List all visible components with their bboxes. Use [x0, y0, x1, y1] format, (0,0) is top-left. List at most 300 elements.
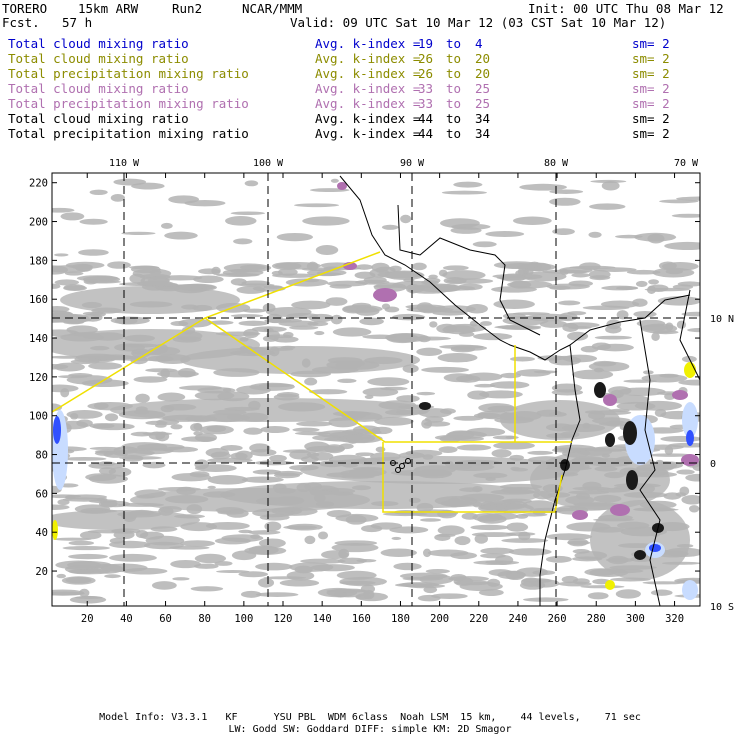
cloud-patch — [207, 486, 216, 489]
legend-sm: sm= 2 — [632, 51, 670, 66]
cloud-patch — [277, 233, 313, 241]
cloud-patch — [78, 249, 109, 256]
convective-cell — [594, 382, 606, 398]
cloud-mass — [500, 400, 620, 440]
cloud-patch — [480, 321, 492, 326]
legend-to: 34 — [475, 126, 491, 141]
cloud-patch — [402, 577, 442, 581]
legend-stat: Avg. k-index = — [315, 66, 421, 81]
cloud-patch — [326, 297, 348, 306]
cloud-patch — [456, 375, 480, 383]
cloud-patch — [269, 455, 287, 462]
cloud-patch — [193, 431, 203, 435]
cloud-patch — [231, 314, 263, 317]
cloud-patch — [170, 424, 182, 429]
cloud-patch — [492, 449, 512, 457]
legend-from: 33 — [418, 96, 434, 111]
legend-field: Total precipitation mixing ratio — [8, 96, 249, 111]
cloud-mass — [590, 500, 690, 580]
cloud-patch — [687, 328, 711, 332]
cloud-patch — [41, 385, 79, 393]
legend-stat: Avg. k-index = — [315, 96, 421, 111]
cloud-patch — [238, 571, 268, 577]
legend-field: Total precipitation mixing ratio — [8, 66, 249, 81]
x-tick-label: 140 — [312, 613, 332, 625]
y-tick-label: 40 — [35, 527, 48, 540]
cloud-patch — [437, 510, 456, 519]
cloud-patch — [438, 525, 465, 535]
cloud-patch — [296, 421, 332, 426]
cloud-patch — [440, 408, 456, 414]
cloud-patch — [363, 590, 374, 599]
x-tick-label: 240 — [508, 613, 528, 625]
cloud-patch — [245, 180, 259, 186]
cloud-patch — [448, 576, 489, 581]
cloud-patch — [121, 232, 155, 235]
forecast-hour: 57 h — [62, 15, 93, 30]
cloud-patch — [385, 333, 428, 342]
cloud-patch — [615, 235, 643, 239]
cloud-patch — [442, 191, 487, 195]
x-tick-label: 260 — [547, 613, 567, 625]
cloud-patch — [178, 319, 211, 328]
cloud-patch — [258, 578, 274, 588]
cloud-patch — [392, 314, 425, 321]
legend-stat: Avg. k-index = — [315, 111, 421, 126]
cloud-patch — [385, 307, 400, 313]
legend-to: 25 — [475, 96, 491, 111]
cloud-patch — [559, 267, 593, 274]
cloud-patch — [243, 309, 266, 313]
cloud-patch — [208, 475, 248, 485]
cloud-patch — [55, 561, 101, 570]
cloud-patch — [161, 223, 173, 229]
cloud-patch — [510, 357, 535, 362]
y-tick-label: 180 — [29, 255, 48, 268]
cloud-patch — [259, 538, 286, 547]
legend-stat: Avg. k-index = — [315, 36, 421, 51]
legend-sm: sm= 2 — [632, 96, 670, 111]
latitude-label: 10 N — [710, 314, 735, 325]
cloud-patch — [521, 271, 566, 281]
cloud-patch — [674, 594, 721, 598]
cloud-patch — [558, 301, 580, 306]
model-resolution: 15km ARW — [78, 1, 139, 16]
cloud-patch — [63, 285, 87, 291]
legend-to-label: to — [446, 81, 462, 96]
x-tick-label: 300 — [625, 613, 645, 625]
legend-to-label: to — [446, 51, 462, 66]
cloud-patch — [356, 559, 376, 562]
cloud-patch — [62, 546, 110, 550]
cloud-patch — [516, 369, 551, 376]
cloud-patch — [417, 392, 436, 395]
cloud-patch — [243, 428, 262, 435]
x-tick-label: 220 — [469, 613, 489, 625]
x-tick-label: 320 — [665, 613, 685, 625]
cloud-patch — [184, 200, 225, 206]
cloud-patch — [110, 538, 124, 544]
cloud-patch — [593, 267, 637, 272]
cloud-patch — [438, 286, 475, 291]
legend-stat: Avg. k-index = — [315, 51, 421, 66]
cloud-patch — [90, 190, 108, 195]
cloud-patch — [633, 311, 656, 317]
legend-from: 19 — [418, 36, 434, 51]
legend-to-label: to — [446, 111, 462, 126]
legend-to: 20 — [475, 66, 491, 81]
y-tick-label: 200 — [29, 216, 48, 229]
cloud-mass — [60, 286, 240, 314]
cloud-patch — [146, 536, 185, 546]
legend-from: 33 — [418, 81, 434, 96]
cloud-patch — [310, 452, 334, 461]
cloud-patch — [304, 536, 315, 545]
cloud-patch — [562, 355, 597, 363]
purple-blob — [572, 510, 588, 520]
yellow-blob — [605, 580, 615, 590]
cloud-patch — [72, 264, 93, 270]
cloud-patch — [434, 534, 450, 541]
yellow-blob — [52, 520, 58, 540]
cloud-patch — [635, 401, 682, 411]
lightblue-blob — [682, 580, 698, 600]
x-tick-label: 100 — [234, 613, 254, 625]
cloud-patch — [241, 591, 261, 598]
cloud-patch — [65, 577, 91, 583]
convective-cell — [626, 470, 638, 490]
cloud-patch — [238, 321, 268, 326]
model-run: Run2 — [172, 1, 203, 16]
cloud-patch — [429, 321, 437, 327]
cloud-patch — [455, 536, 471, 545]
cloud-patch — [549, 198, 581, 206]
cloud-patch — [433, 305, 475, 313]
cloud-patch — [595, 336, 632, 340]
cloud-patch — [277, 392, 299, 398]
cloud-patch — [580, 585, 624, 588]
cloud-patch — [416, 348, 442, 356]
cloud-patch — [259, 384, 294, 387]
legend-sm: sm= 2 — [632, 126, 670, 141]
cloud-patch — [673, 284, 693, 289]
cloud-patch — [480, 548, 514, 555]
cloud-patch — [155, 432, 169, 442]
cloud-patch — [294, 203, 339, 207]
init-time: Init: 00 UTC Thu 08 Mar 12 — [528, 1, 724, 16]
convective-cell — [623, 421, 637, 445]
purple-blob — [610, 504, 630, 516]
cloud-patch — [225, 216, 257, 226]
cloud-patch — [593, 361, 616, 367]
cloud-patch — [355, 264, 373, 270]
legend-from: 26 — [418, 51, 434, 66]
cloud-patch — [588, 232, 601, 238]
cloud-patch — [477, 515, 507, 524]
cloud-patch — [660, 436, 702, 442]
cloud-patch — [472, 532, 516, 537]
cloud-patch — [104, 574, 121, 578]
legend-from: 26 — [418, 66, 434, 81]
cloud-patch — [448, 430, 475, 439]
cloud-patch — [590, 180, 626, 183]
legend-field: Total precipitation mixing ratio — [8, 126, 249, 141]
cloud-patch — [318, 531, 328, 539]
cloud-patch — [68, 554, 108, 559]
model-org: NCAR/MMM — [242, 1, 303, 16]
legend-sm: sm= 2 — [632, 66, 670, 81]
legend-sm: sm= 2 — [632, 111, 670, 126]
cloud-patch — [194, 564, 219, 569]
cloud-patch — [618, 387, 666, 396]
longitude-label: 80 W — [543, 158, 569, 169]
longitude-label: 110 W — [108, 158, 140, 169]
cloud-patch — [597, 344, 634, 352]
cloud-patch — [676, 469, 694, 474]
x-tick-label: 200 — [430, 613, 450, 625]
cloud-patch — [423, 549, 431, 558]
cloud-patch — [263, 335, 279, 342]
cloud-patch — [685, 474, 709, 482]
cloud-patch — [260, 514, 290, 521]
cloud-patch — [195, 464, 237, 472]
cloud-patch — [135, 394, 149, 403]
cloud-mass — [180, 346, 420, 374]
cloud-patch — [443, 265, 469, 270]
cloud-patch — [250, 449, 276, 456]
legend-stat: Avg. k-index = — [315, 126, 421, 141]
legend-from: 44 — [418, 111, 434, 126]
cloud-patch — [181, 436, 216, 441]
cloud-patch — [672, 214, 706, 218]
legend-sm: sm= 2 — [632, 81, 670, 96]
cloud-patch — [193, 276, 224, 283]
cloud-patch — [457, 445, 492, 451]
legend-to: 25 — [475, 81, 491, 96]
purple-blob — [373, 288, 397, 302]
legend-field: Total cloud mixing ratio — [8, 111, 189, 126]
cloud-patch — [68, 541, 94, 546]
cloud-patch — [292, 428, 319, 432]
cloud-patch — [663, 492, 681, 499]
cloud-mass — [130, 488, 370, 512]
cloud-patch — [689, 505, 699, 512]
cloud-patch — [474, 413, 501, 419]
cloud-patch — [679, 486, 689, 495]
cloud-patch — [92, 423, 135, 430]
cloud-patch — [339, 577, 387, 586]
cloud-patch — [371, 427, 392, 434]
cloud-patch — [113, 179, 146, 186]
cloud-patch — [230, 269, 249, 273]
cloud-patch — [423, 421, 450, 426]
cloud-patch — [505, 571, 525, 580]
cloud-patch — [420, 518, 441, 522]
legend-field: Total cloud mixing ratio — [8, 51, 189, 66]
y-tick-label: 80 — [35, 449, 48, 462]
cloud-patch — [677, 321, 686, 329]
cloud-patch — [380, 387, 407, 391]
cloud-patch — [105, 413, 118, 421]
cloud-patch — [70, 314, 79, 320]
cloud-patch — [616, 589, 641, 598]
cloud-patch — [589, 203, 625, 209]
cloud-patch — [563, 322, 600, 328]
x-tick-label: 180 — [390, 613, 410, 625]
cloud-patch — [492, 274, 524, 278]
cloud-patch — [274, 471, 303, 476]
cloud-patch — [473, 560, 519, 565]
legend-field: Total cloud mixing ratio — [8, 36, 189, 51]
y-tick-label: 20 — [35, 566, 48, 579]
cloud-patch — [79, 219, 107, 225]
cloud-patch — [381, 548, 417, 557]
cloud-patch — [648, 279, 659, 284]
cloud-patch — [81, 379, 128, 387]
cloud-patch — [164, 232, 197, 240]
cloud-patch — [122, 455, 143, 462]
cloud-patch — [172, 577, 189, 580]
cloud-patch — [494, 261, 540, 269]
cloud-patch — [215, 538, 251, 545]
cloud-patch — [438, 353, 478, 362]
purple-blob — [672, 390, 688, 400]
cloud-patch — [605, 325, 621, 333]
cloud-patch — [647, 286, 656, 294]
cloud-patch — [129, 274, 145, 284]
longitude-label: 90 W — [399, 158, 425, 169]
longitude-label: 100 W — [252, 158, 284, 169]
cloud-patch — [439, 345, 484, 349]
cloud-patch — [314, 331, 324, 335]
legend-field: Total cloud mixing ratio — [8, 81, 189, 96]
field-layer — [34, 176, 722, 606]
latitude-label: 10 S — [710, 602, 735, 613]
cloud-patch — [355, 452, 374, 456]
legend-to-label: to — [446, 126, 462, 141]
cloud-patch — [346, 434, 375, 443]
cloud-patch — [152, 581, 177, 590]
cloud-patch — [70, 596, 106, 604]
cloud-patch — [581, 346, 599, 353]
cloud-patch — [324, 444, 345, 453]
cloud-mass — [110, 398, 430, 422]
legend-sm: sm= 2 — [632, 36, 670, 51]
cloud-patch — [111, 194, 125, 202]
cloud-patch — [80, 531, 102, 539]
cloud-patch — [568, 538, 589, 546]
cloud-patch — [505, 436, 515, 439]
cloud-patch — [294, 566, 312, 574]
legend-to-label: to — [446, 66, 462, 81]
cloud-patch — [601, 286, 638, 291]
cloud-patch — [331, 315, 343, 325]
cloud-patch — [145, 421, 167, 425]
cloud-patch — [400, 215, 411, 223]
cloud-patch — [44, 591, 85, 595]
y-tick-label: 220 — [29, 177, 48, 190]
cloud-patch — [382, 225, 398, 230]
convective-cell — [419, 402, 431, 410]
cloud-patch — [588, 592, 609, 599]
cloud-patch — [137, 444, 185, 451]
cloud-patch — [393, 563, 421, 570]
legend-to: 20 — [475, 51, 491, 66]
legend-to: 34 — [475, 111, 491, 126]
cloud-mass — [40, 510, 200, 530]
cloud-patch — [238, 530, 252, 534]
cloud-patch — [307, 262, 319, 271]
x-tick-label: 80 — [198, 613, 212, 625]
cloud-patch — [39, 505, 69, 510]
model-name: TORERO — [2, 1, 48, 16]
cloud-patch — [367, 377, 409, 386]
cloud-patch — [571, 273, 590, 278]
cloud-patch — [453, 182, 482, 188]
cloud-patch — [79, 589, 89, 597]
cloud-patch — [439, 270, 448, 277]
cloud-patch — [501, 538, 548, 543]
legend-to-label: to — [446, 96, 462, 111]
cloud-patch — [337, 379, 356, 383]
x-tick-label: 20 — [80, 613, 94, 625]
cloud-patch — [355, 307, 380, 316]
yellow-blob — [684, 362, 696, 378]
cloud-patch — [172, 473, 211, 481]
cloud-patch — [509, 548, 552, 555]
cloud-patch — [206, 522, 250, 530]
cloud-patch — [459, 332, 475, 337]
cloud-patch — [335, 514, 378, 522]
cloud-patch — [359, 318, 384, 326]
latitude-label: 0 — [710, 459, 717, 470]
cloud-patch — [446, 278, 493, 283]
forecast-label: Fcst. — [2, 15, 40, 30]
cloud-patch — [470, 525, 508, 530]
cloud-patch — [169, 546, 209, 550]
cloud-patch — [519, 184, 567, 191]
y-tick-label: 140 — [29, 333, 48, 346]
cloud-patch — [391, 537, 401, 540]
cloud-patch — [490, 381, 530, 388]
cloud-patch — [573, 578, 590, 584]
cloud-patch — [520, 581, 545, 590]
purple-blob — [603, 394, 617, 406]
cloud-patch — [546, 533, 592, 540]
cloud-patch — [302, 216, 350, 225]
cloud-patch — [384, 271, 424, 280]
cloud-patch — [231, 212, 265, 215]
cloud-patch — [264, 522, 281, 532]
cloud-patch — [199, 425, 234, 434]
cloud-patch — [198, 268, 220, 274]
cloud-patch — [243, 329, 259, 338]
cloud-patch — [180, 540, 215, 546]
cloud-patch — [44, 208, 75, 213]
cloud-patch — [474, 384, 495, 388]
legend-stat: Avg. k-index = — [315, 81, 421, 96]
cloud-patch — [651, 590, 673, 596]
cloud-patch — [62, 457, 106, 461]
model-info-line2: LW: Godd SW: Goddard DIFF: simple KM: 2D Smagor — [228, 724, 512, 735]
cloud-patch — [131, 432, 153, 437]
cloud-patch — [331, 179, 339, 183]
cloud-patch — [395, 583, 433, 587]
cloud-patch — [256, 592, 299, 597]
x-tick-label: 40 — [120, 613, 133, 625]
blue-blob — [686, 430, 694, 446]
cloud-patch — [131, 266, 161, 274]
